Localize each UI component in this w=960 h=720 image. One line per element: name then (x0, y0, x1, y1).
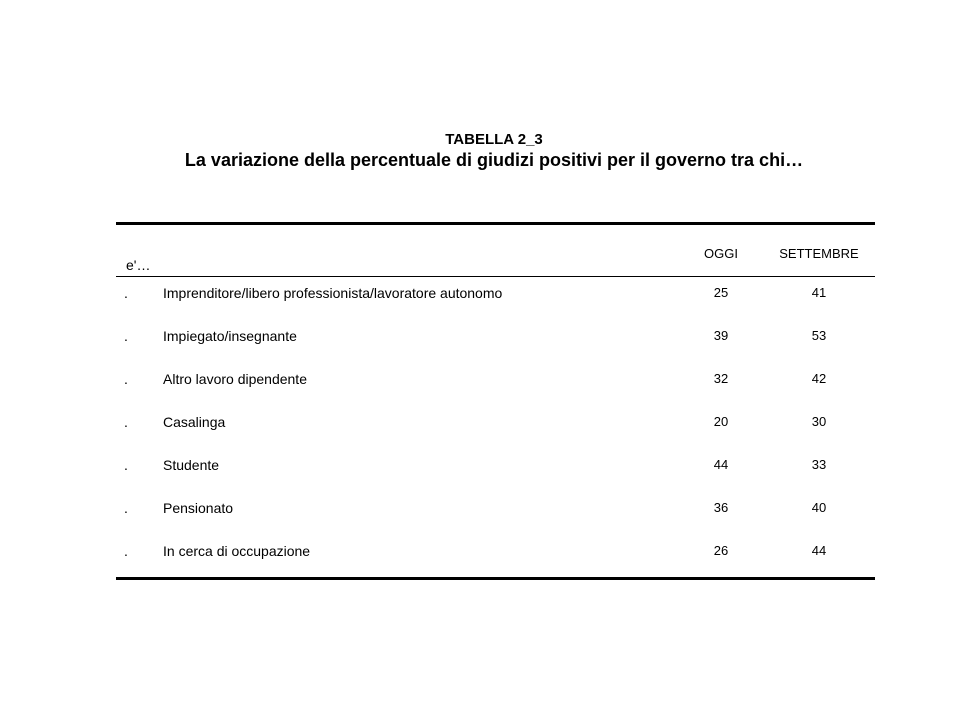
column-header-settembre: SETTEMBRE (779, 246, 859, 261)
row-label: Impiegato/insegnante (163, 328, 297, 344)
row-marker: . (124, 457, 128, 473)
value-settembre: 40 (811, 500, 827, 515)
column-header-oggi: OGGI (704, 246, 738, 261)
table-number: TABELLA 2_3 (445, 131, 543, 148)
table-row (116, 328, 875, 348)
row-marker: . (124, 371, 128, 387)
table-row (116, 457, 875, 477)
table-row (116, 285, 875, 305)
row-label: Casalinga (163, 414, 226, 430)
row-label: Imprenditore/libero professionista/lavoratore autonomo (163, 285, 503, 301)
table-heading (0, 131, 960, 171)
table-row (116, 543, 875, 563)
value-oggi: 39 (713, 328, 729, 343)
data-table (116, 222, 875, 580)
value-oggi: 26 (713, 543, 729, 558)
value-settembre: 42 (811, 371, 827, 386)
row-marker: . (124, 414, 128, 430)
value-settembre: 53 (811, 328, 827, 343)
row-marker: . (124, 500, 128, 516)
value-oggi: 25 (713, 285, 729, 300)
table-row (116, 414, 875, 434)
value-settembre: 30 (811, 414, 827, 429)
bottom-rule (116, 577, 875, 580)
table-header-row (116, 225, 875, 276)
value-oggi: 44 (713, 457, 729, 472)
row-marker: . (124, 328, 128, 344)
value-settembre: 33 (811, 457, 827, 472)
stub-header: e'… (126, 257, 151, 273)
table-row (116, 371, 875, 391)
table-row (116, 500, 875, 520)
table-title: La variazione della percentuale di giudizi positivi per il governo tra chi… (184, 150, 804, 170)
row-marker: . (124, 285, 128, 301)
value-oggi: 32 (713, 371, 729, 386)
row-marker: . (124, 543, 128, 559)
value-settembre: 41 (811, 285, 827, 300)
value-oggi: 36 (713, 500, 729, 515)
row-label: In cerca di occupazione (163, 543, 311, 559)
row-label: Studente (163, 457, 220, 473)
row-label: Altro lavoro dipendente (163, 371, 307, 387)
table-body (116, 277, 875, 577)
row-label: Pensionato (163, 500, 234, 516)
value-settembre: 44 (811, 543, 827, 558)
value-oggi: 20 (713, 414, 729, 429)
